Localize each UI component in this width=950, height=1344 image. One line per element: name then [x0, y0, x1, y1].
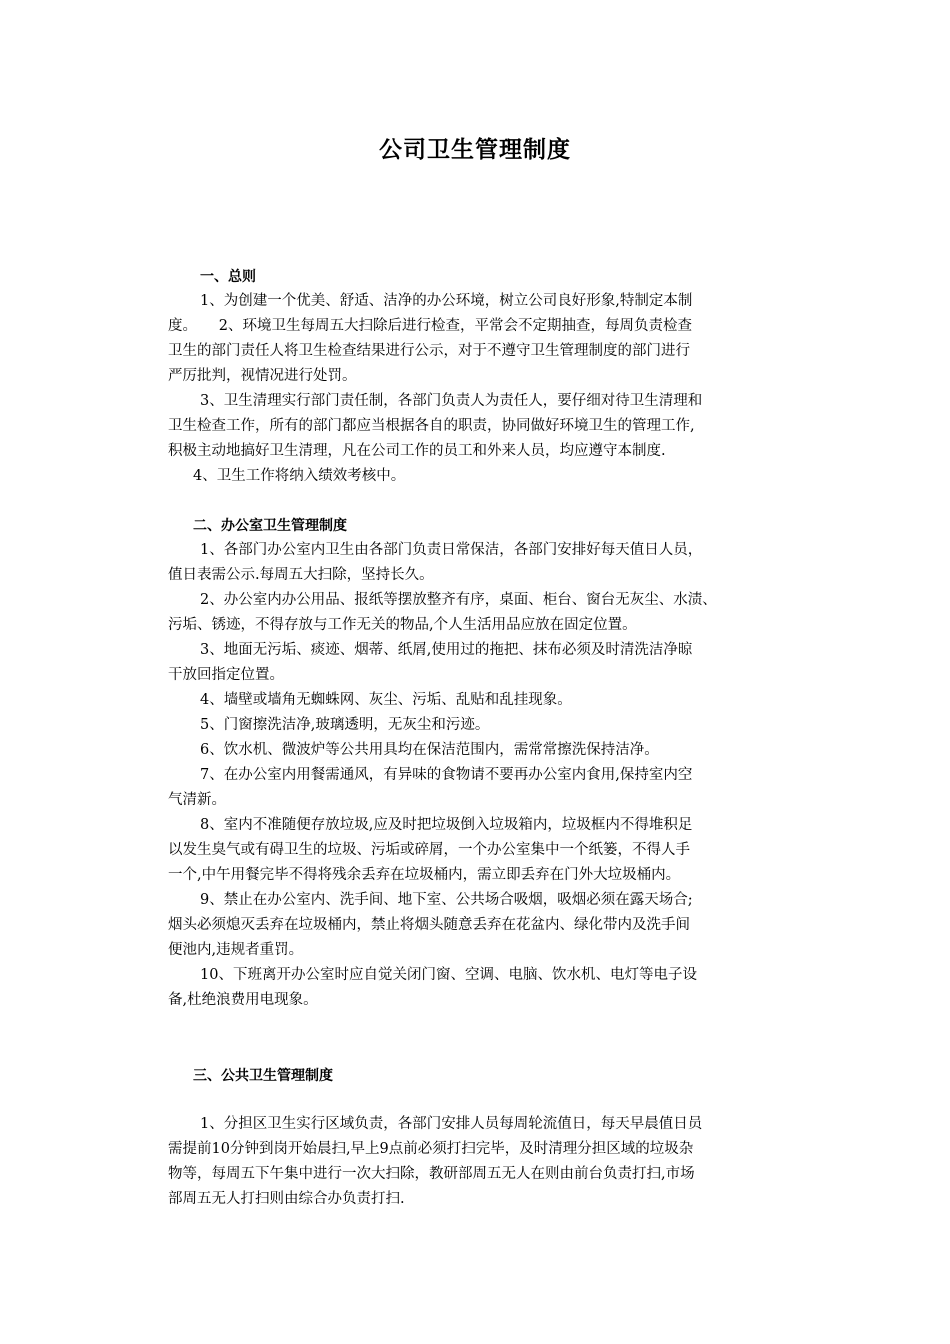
- paragraph-line: 9、禁止在办公室内、洗手间、地下室、公共场合吸烟，吸烟必须在露天场合;: [200, 892, 693, 908]
- paragraph-line: 气清新。: [168, 792, 226, 808]
- paragraph-line: 8、室内不准随便存放垃圾,应及时把垃圾倒入垃圾箱内，垃圾框内不得堆积足: [200, 817, 693, 833]
- paragraph-line: 污垢、锈迹，不得存放与工作无关的物品,个人生活用品应放在固定位置。: [168, 617, 637, 633]
- paragraph-line: 值日表需公示.每周五大扫除，坚持长久。: [168, 567, 434, 583]
- paragraph-line: 4、卫生工作将纳入绩效考核中。: [193, 468, 406, 484]
- paragraph-line: 度。 2、环境卫生每周五大扫除后进行检查，平常会不定期抽查，每周负责检查: [168, 318, 692, 334]
- paragraph-line: 10、下班离开办公室时应自觉关闭门窗、空调、电脑、饮水机、电灯等电子设: [200, 967, 697, 983]
- paragraph-line: 需提前10分钟到岗开始晨扫,早上9点前必须打扫完毕，及时清理分担区域的垃圾杂: [168, 1141, 694, 1157]
- paragraph-line: 4、墙壁或墙角无蜘蛛网、灰尘、污垢、乱贴和乱挂现象。: [200, 692, 572, 708]
- paragraph-line: 7、在办公室内用餐需通风，有异味的食物请不要再办公室内食用,保持室内空: [200, 767, 693, 783]
- paragraph-line: 积极主动地搞好卫生清理，凡在公司工作的员工和外来人员，均应遵守本制度.: [168, 443, 666, 459]
- paragraph-line: 3、卫生清理实行部门责任制，各部门负责人为责任人，要仔细对待卫生清理和: [200, 393, 703, 409]
- document-title: 公司卫生管理制度: [379, 137, 571, 163]
- paragraph-line: 卫生检查工作，所有的部门都应当根据各自的职责，协同做好环境卫生的管理工作,: [168, 418, 695, 434]
- paragraph-line: 备,杜绝浪费用电现象。: [168, 992, 318, 1008]
- paragraph-line: 一个,中午用餐完毕不得将残余丢弃在垃圾桶内，需立即丢弃在门外大垃圾桶内。: [168, 867, 681, 883]
- paragraph-line: 3、地面无污垢、痰迹、烟蒂、纸屑,使用过的拖把、抹布必须及时清洗洁净晾: [200, 642, 693, 658]
- paragraph-line: 卫生的部门责任人将卫生检查结果进行公示，对于不遵守卫生管理制度的部门进行: [168, 343, 690, 359]
- paragraph-line: 严厉批判，视情况进行处罚。: [168, 368, 357, 384]
- section-heading: 三、公共卫生管理制度: [193, 1068, 333, 1084]
- paragraph-line: 物等，每周五下午集中进行一次大扫除，教研部周五无人在则由前台负责打扫,市场: [168, 1166, 695, 1182]
- paragraph-line: 干放回指定位置。: [168, 667, 284, 683]
- paragraph-line: 烟头必须熄灭丢弃在垃圾桶内，禁止将烟头随意丢弃在花盆内、绿化带内及洗手间: [168, 917, 690, 933]
- paragraph-line: 便池内,违规者重罚。: [168, 942, 304, 958]
- section-heading: 一、总则: [200, 269, 256, 285]
- paragraph-line: 6、饮水机、微波炉等公共用具均在保洁范围内，需常常擦洗保持洁净。: [200, 742, 659, 758]
- paragraph-line: 5、门窗擦洗洁净,玻璃透明，无灰尘和污迹。: [200, 717, 490, 733]
- paragraph-line: 1、各部门办公室内卫生由各部门负责日常保洁，各部门安排好每天值日人员，: [200, 542, 703, 558]
- paragraph-line: 1、分担区卫生实行区域负责，各部门安排人员每周轮流值日，每天早晨值日员: [200, 1116, 703, 1132]
- paragraph-line: 以发生臭气或有碍卫生的垃圾、污垢或碎屑，一个办公室集中一个纸篓，不得人手: [168, 842, 690, 858]
- section-heading: 二、办公室卫生管理制度: [193, 518, 347, 534]
- paragraph-line: 部周五无人打扫则由综合办负责打扫.: [168, 1191, 405, 1207]
- paragraph-line: 2、办公室内办公用品、报纸等摆放整齐有序，桌面、柜台、窗台无灰尘、水渍、: [200, 592, 717, 608]
- paragraph-line: 1、为创建一个优美、舒适、洁净的办公环境，树立公司良好形象,特制定本制: [200, 293, 693, 309]
